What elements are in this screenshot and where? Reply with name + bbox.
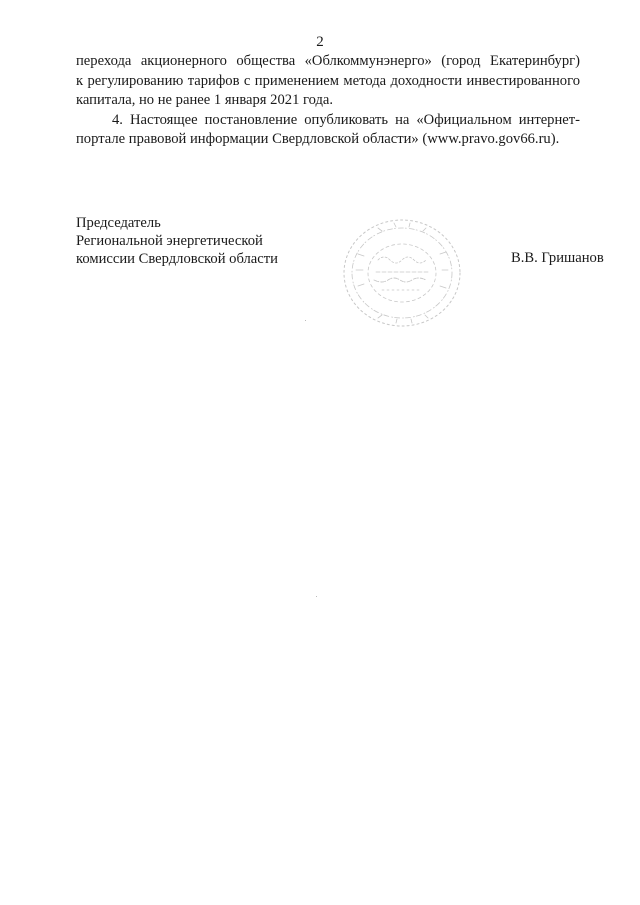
body-text	[76, 52, 580, 150]
text-line: портале правовой информации Свердловской области» (www.pravo.gov66.ru).	[76, 131, 560, 147]
text-line: к регулированию тарифов с применением метода доходности инвестированного	[76, 72, 580, 89]
paragraph-item-4	[76, 111, 580, 150]
text-line: капитала, но не ранее 1 января 2021 года.	[76, 92, 334, 108]
signer-title-line: Региональной энергетической	[76, 233, 263, 249]
page-number: 2	[316, 34, 324, 50]
signer-name: В.В. Гришанов	[511, 250, 604, 266]
text-line: 4. Настоящее постановление опубликовать на «Официальном интернет-	[112, 111, 580, 128]
signer-title-line: Председатель	[76, 215, 161, 231]
signer-title-line: комиссии Свердловской области	[76, 251, 278, 267]
paragraph-continuation	[76, 52, 580, 111]
scan-speck	[305, 320, 306, 321]
text-line: перехода акционерного общества «Облкоммунэнерго» (город Екатеринбург)	[76, 53, 580, 69]
official-seal-stamp-icon	[338, 214, 466, 332]
scan-speck	[316, 596, 317, 597]
